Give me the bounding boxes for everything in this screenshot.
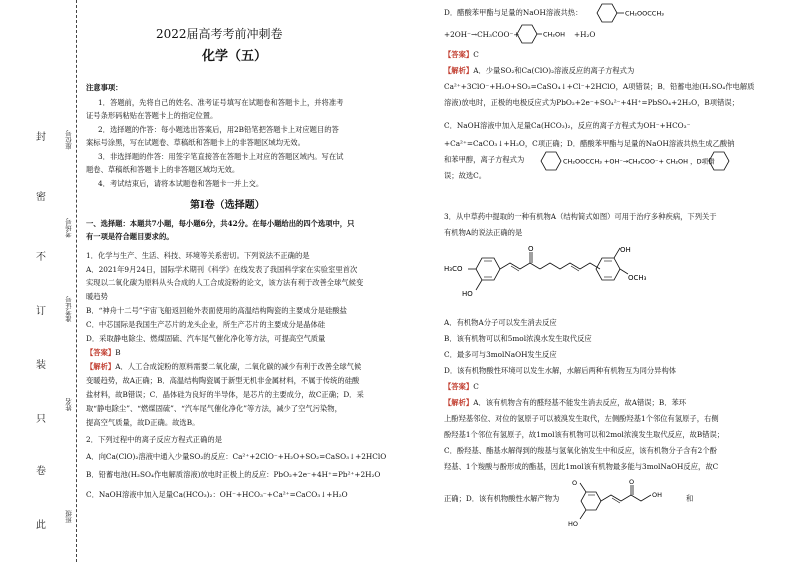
analysis-text: A．该有机物含有的醛羟基不能发生消去反应，故A错误；B．苯环 xyxy=(473,398,687,407)
question-2-answer xyxy=(444,50,479,59)
analysis-label: 【解析】 xyxy=(444,66,474,75)
notice-line: 3．非选择题的作答：用签字笔直接答在答题卡上对应的答题区域内。写在试 xyxy=(98,152,344,161)
methoxy-label: OCH₃ xyxy=(628,274,647,282)
question-1-option: B．“神舟十二号”宇宙飞船返回舱外表面使用的高温结构陶瓷的主要成分是硅酸盐 xyxy=(86,306,347,315)
question-3-stem: 有机物A的说法正确的是 xyxy=(444,228,523,237)
right-column xyxy=(440,0,790,562)
margin-char: 只 xyxy=(36,414,46,425)
margin-char: 此 xyxy=(36,520,46,531)
answer-label: 【答案】 xyxy=(444,382,474,391)
subject-title: 化学（五） xyxy=(202,49,268,64)
hydroxyl-label: OH xyxy=(620,246,631,254)
question-2-option-d-water: +H₂O xyxy=(574,30,596,39)
analysis-line: 和苯甲醇，离子方程式为 xyxy=(444,155,525,164)
analysis-line: 酚羟基1个邻位有氢原子，故1mol该有机物可以和2mol浓溴发生取代反应，故B错误； xyxy=(444,430,725,439)
question-1-option: 暖趋势 xyxy=(86,292,108,301)
section-instruction: 有一项是符合题目要求的。 xyxy=(86,232,174,241)
left-column xyxy=(82,0,404,562)
question-2-option-d-product: +2OH⁻→CH₃COO⁻+ xyxy=(444,30,520,39)
class-label: 班级 xyxy=(65,510,73,523)
notice-line: 4．考试结束后，请将本试题卷和答题卡一并上交。 xyxy=(98,179,264,188)
analysis-line: 上酚羟基邻位、对位的氢原子可以被溴发生取代，左侧酚羟基1个邻位有氢原子，右侧 xyxy=(444,414,719,423)
analysis-label: 【解析】 xyxy=(86,362,116,371)
question-1-option: C．中芯国际是我国生产芯片的龙头企业，所生产芯片的主要成分是晶体硅 xyxy=(86,320,326,329)
hydrolysis-equation-structure xyxy=(536,150,786,172)
answer-label: 【答案】 xyxy=(86,348,116,357)
notice-line: 证号条形码粘贴在答题卡上的指定位置。 xyxy=(86,111,218,120)
question-3-option: C．最多可与3molNaOH发生反应 xyxy=(444,350,557,359)
carbonyl-label: O xyxy=(629,478,635,486)
margin-char: 卷 xyxy=(36,466,46,477)
analysis-line: +Ca²⁺=CaCO₃↓+H₂O，C项正确；D．醋酸苯甲酯与足量的NaOH溶液共热生成乙酸钠 xyxy=(444,139,735,148)
methoxy-label: O xyxy=(572,479,578,487)
analysis-line: 提高空气质量，故D正确。故选B。 xyxy=(86,418,200,427)
analysis-line: C．酚羟基、酯基水解得到的羧基与氢氧化钠发生中和反应，该有机物分子含有2个酚 xyxy=(444,446,717,455)
notice-line: 1．答题前，先将自己的姓名、准考证号填写在试题卷和答题卡上，并将准考 xyxy=(98,98,344,107)
margin-char: 封 xyxy=(36,132,46,143)
benzyl-alcohol-structure xyxy=(512,23,582,45)
analysis-line: 变暖趋势，故A正确；B．高温结构陶瓷属于新型无机非金属材料，不属于传统的硅酸 xyxy=(86,376,360,385)
section-title: 第Ⅰ卷（选择题） xyxy=(190,200,265,211)
methoxy-label: H₃CO xyxy=(444,265,463,273)
question-1-option: D．采取静电除尘、燃煤固硫、汽车尾气催化净化等方法，可提高空气质量 xyxy=(86,334,326,343)
notice-line: 2．选择题的作答：每小题选出答案后，用2B铅笔把答题卡上对应题目的答 xyxy=(98,125,339,134)
question-3-answer xyxy=(444,382,479,391)
answer-label: 【答案】 xyxy=(444,50,474,59)
question-2-option: A．向Ca(ClO)₂溶液中通入少量SO₂的反应：Ca²⁺+2ClO⁻+H₂O+SO₂=CaSO₃↓+2HClO xyxy=(86,452,387,461)
analysis-line: 和 xyxy=(686,494,694,503)
question-2-analysis xyxy=(444,66,634,75)
margin-char: 不 xyxy=(36,252,46,263)
notice-heading: 注意事项： xyxy=(86,83,123,92)
analysis-line: 正确；D．该有机物酸性水解产物为 xyxy=(444,494,560,503)
carbonyl-label: O xyxy=(528,245,534,253)
exam-room-label: 考场号 xyxy=(65,218,73,238)
question-2-option: B．铅蓄电池(H₂SO₄作电解质溶液)放电时正极上的反应：PbO₂+2e⁻+4H⁺=Pb²⁺+2H₂O xyxy=(86,470,381,479)
question-1-option: 实现以二氧化碳为原料从头合成的人工合成淀粉的论文，该方法有利于改善全球气候变 xyxy=(86,278,364,287)
binding-margin xyxy=(0,0,78,562)
question-2-option-d: D．醋酸苯甲酯与足量的NaOH溶液共热： xyxy=(444,8,583,17)
question-1-answer xyxy=(86,348,121,357)
margin-char: 装 xyxy=(36,360,46,371)
question-1-stem: 1．化学与生产、生活、科技、环境等关系密切。下列说法不正确的是 xyxy=(86,251,310,260)
structure-label: CH₂OH xyxy=(543,30,566,39)
analysis-text: A．人工合成淀粉的原料需要二氧化碳，二氧化碳的减少有利于改善全球气候 xyxy=(115,362,362,371)
analysis-line: 取“静电除尘”、“燃煤固硫”、“汽车尾气催化净化”等方法，减少了空气污染物， xyxy=(86,404,342,413)
seat-number-label: 座位号 xyxy=(65,130,73,150)
question-3-option: A．有机物A分子可以发生消去反应 xyxy=(444,318,557,327)
analysis-line: 盐材料，故B错误；C．晶体硅为良好的半导体，是芯片的主要成分，故C正确；D．采 xyxy=(86,390,364,399)
answer-value: C xyxy=(473,50,479,59)
analysis-line: Ca²⁺+3ClO⁻+H₂O+SO₂=CaSO₄↓+Cl⁻+2HClO，A项错误；B．铅蓄电池(H₂SO₄作电解质 xyxy=(444,82,755,91)
question-1-analysis xyxy=(86,362,361,371)
analysis-line: 误；故选C。 xyxy=(444,171,487,180)
question-3-analysis xyxy=(444,398,686,407)
hydrolysis-product-structure xyxy=(568,478,698,532)
structure-label: CH₂OOCCH₃ xyxy=(625,9,664,18)
answer-value: C xyxy=(473,382,479,391)
admission-number-label: 准考证号 xyxy=(65,296,73,322)
benzyl-acetate-structure xyxy=(592,2,742,24)
question-3-stem: 3．从中草药中提取的一种有机物A（结构简式如图）可用于治疗多种疾病，下列关于 xyxy=(444,212,717,221)
hydroxyl-label: HO xyxy=(462,290,473,298)
analysis-line: 羟基、1个羧酸与酚形成的酯基，因此1mol该有机物最多能与3molNaOH反应，故C xyxy=(444,462,719,471)
question-1-option: A．2021年9月24日，国际学术期刊《科学》在线发表了我国科学家在实验室里首次 xyxy=(86,265,358,274)
exam-title: 2022届高考考前冲刺卷 xyxy=(156,27,283,41)
question-3-option: D．该有机物酸性环境可以发生水解，水解后两种有机物互为同分异构体 xyxy=(444,366,677,375)
analysis-line: 溶液)放电时，正极的电极反应式为PbO₂+2e⁻+SO₄²⁻+4H⁺=PbSO₄+2H₂O，B项错误； xyxy=(444,98,739,107)
question-2-stem: 2．下列过程中的离子反应方程式正确的是 xyxy=(86,435,222,444)
question-3-option: B．该有机物可以和5mol浓溴水发生取代反应 xyxy=(444,334,592,343)
analysis-line: C．NaOH溶液中加入足量Ca(HCO₃)₂，反应的离子方程式为OH⁻+HCO₃⁻ xyxy=(444,121,691,130)
question-2-option: C．NaOH溶液中加入足量Ca(HCO₃)₂：OH⁻+HCO₃⁻+Ca²⁺=CaCO₃↓+H₂O xyxy=(86,490,348,499)
hydroxyl-label: OH xyxy=(652,491,663,499)
section-instruction: 一、选择题：本题共7小题，每小题6分，共42分。在每小题给出的四个选项中，只 xyxy=(86,219,355,228)
notice-line: 案标号涂黑，写在试题卷、草稿纸和答题卡上的非答题区域均无效。 xyxy=(86,138,305,147)
molecule-a-structure xyxy=(444,244,694,306)
margin-char: 订 xyxy=(36,306,46,317)
margin-char: 密 xyxy=(36,192,46,203)
analysis-text: A．少量SO₂和Ca(ClO)₂溶液反应的离子方程式为 xyxy=(473,66,635,75)
name-label: 姓名 xyxy=(65,398,73,411)
notice-line: 题卷、草稿纸和答题卡上的非答题区域均无效。 xyxy=(86,165,240,174)
analysis-label: 【解析】 xyxy=(444,398,474,407)
structure-label: CH₂OOCCH₃ +OH⁻→CH₃COO⁻+ CH₂OH ，D项错 xyxy=(563,157,715,166)
answer-value: B xyxy=(115,348,121,357)
dashed-cut-line xyxy=(76,0,77,562)
hydroxyl-label: HO xyxy=(568,520,579,528)
